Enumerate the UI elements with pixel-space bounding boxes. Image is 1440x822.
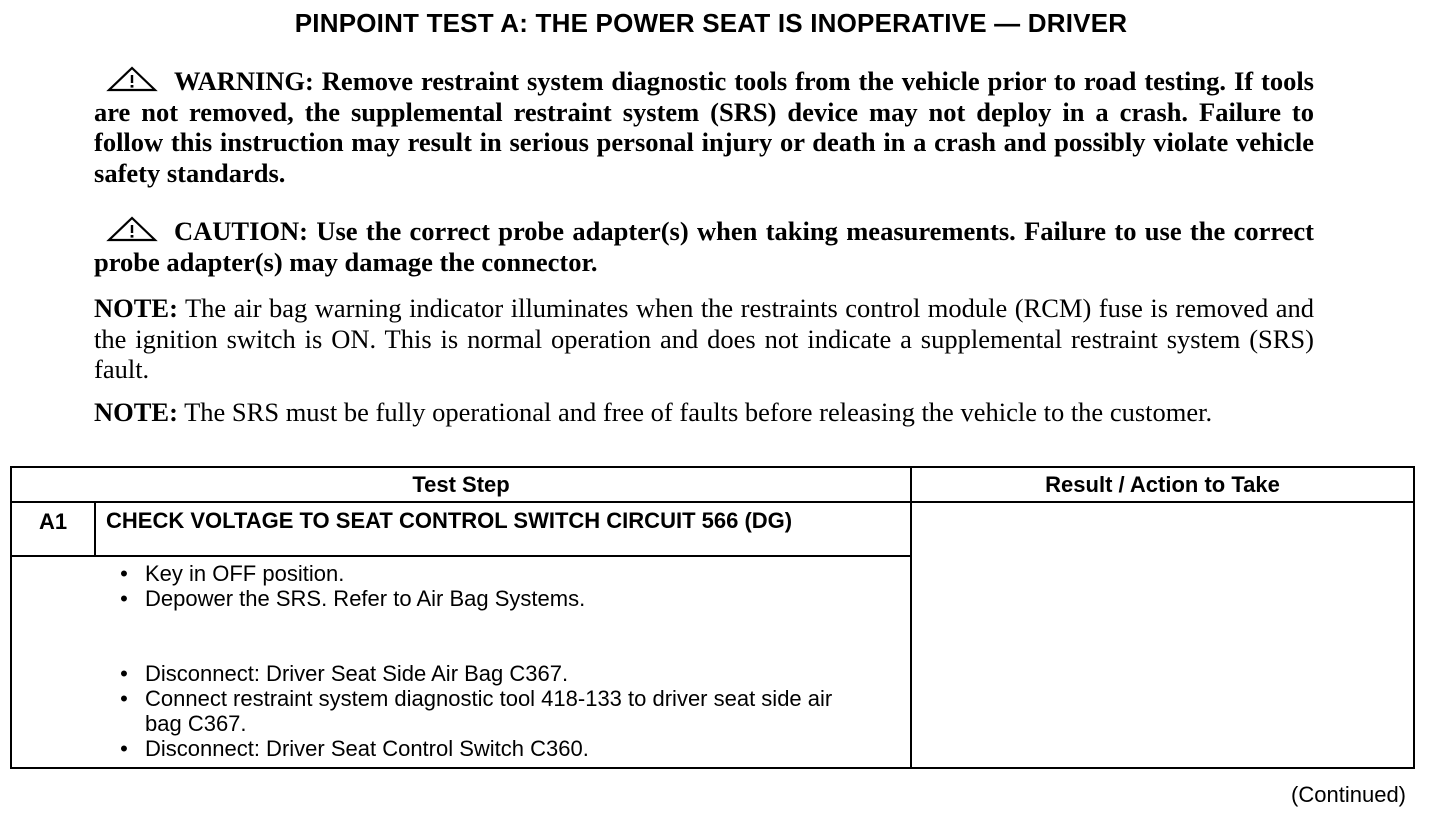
list-item bbox=[103, 561, 910, 586]
step-id-blank bbox=[11, 556, 95, 768]
list-item-text: Disconnect: Driver Seat Control Switch C360. bbox=[145, 736, 589, 761]
warning-label: WARNING: bbox=[174, 66, 314, 96]
note-text: The SRS must be fully operational and free of faults before releasing the vehicle to the customer. bbox=[184, 397, 1213, 427]
caution-block bbox=[94, 216, 1314, 277]
note-block-1 bbox=[94, 293, 1314, 385]
bullet: • bbox=[120, 586, 128, 611]
note-block-2 bbox=[94, 397, 1314, 428]
bullet: • bbox=[120, 661, 128, 686]
caution-text: Use the correct probe adapter(s) when taking measurements. Failure to use the correct probe adapter(s) may damage the connector. bbox=[94, 216, 1315, 277]
header-result: Result / Action to Take bbox=[911, 467, 1414, 502]
warning-text: Remove restraint system diagnostic tools from the vehicle prior to road testing. If tools are not removed, the supplemental restraint system (SRS) device may not deploy in a crash. Failure to follow this instruction may result in serious personal injury or death in a crash and possibly violate vehicle safety standards. bbox=[94, 66, 1314, 188]
continued-label: (Continued) bbox=[1291, 782, 1406, 807]
list-item bbox=[103, 586, 910, 611]
caution-triangle-icon bbox=[106, 216, 158, 242]
note-label: NOTE: bbox=[94, 397, 178, 427]
list-item-text: Disconnect: Driver Seat Side Air Bag C367. bbox=[145, 661, 569, 686]
list-item bbox=[103, 686, 910, 736]
step-id: A1 bbox=[11, 502, 95, 556]
note-label: NOTE: bbox=[94, 293, 178, 323]
header-test-step: Test Step bbox=[11, 467, 911, 502]
page-title: PINPOINT TEST A: THE POWER SEAT IS INOPERATIVE — DRIVER bbox=[294, 8, 1128, 38]
caution-label: CAUTION: bbox=[174, 216, 308, 246]
result-cell bbox=[911, 502, 1414, 768]
spacer bbox=[103, 611, 910, 661]
test-table bbox=[10, 466, 1413, 778]
step-title: CHECK VOLTAGE TO SEAT CONTROL SWITCH CIRCUIT 566 (DG) bbox=[95, 502, 911, 556]
note-text: The air bag warning indicator illuminates when the restraints control module (RCM) fuse is removed and the ignition switch is ON. This is normal operation and does not indicate a supplemental restraint system (SRS) fault. bbox=[94, 293, 1314, 384]
bullet: • bbox=[120, 736, 128, 761]
bullet: • bbox=[120, 686, 128, 711]
list-item-text: Key in OFF position. bbox=[145, 561, 345, 586]
warning-triangle-icon bbox=[106, 66, 158, 92]
list-item-text: Connect restraint system diagnostic tool 418-133 to driver seat side air bag C367. bbox=[145, 686, 833, 736]
list-item-text: Depower the SRS. Refer to Air Bag Systems. bbox=[145, 586, 586, 611]
list-item bbox=[103, 661, 910, 686]
bullet: • bbox=[120, 561, 128, 586]
list-item bbox=[103, 736, 910, 761]
step-body bbox=[95, 556, 911, 768]
warning-block bbox=[94, 66, 1314, 188]
